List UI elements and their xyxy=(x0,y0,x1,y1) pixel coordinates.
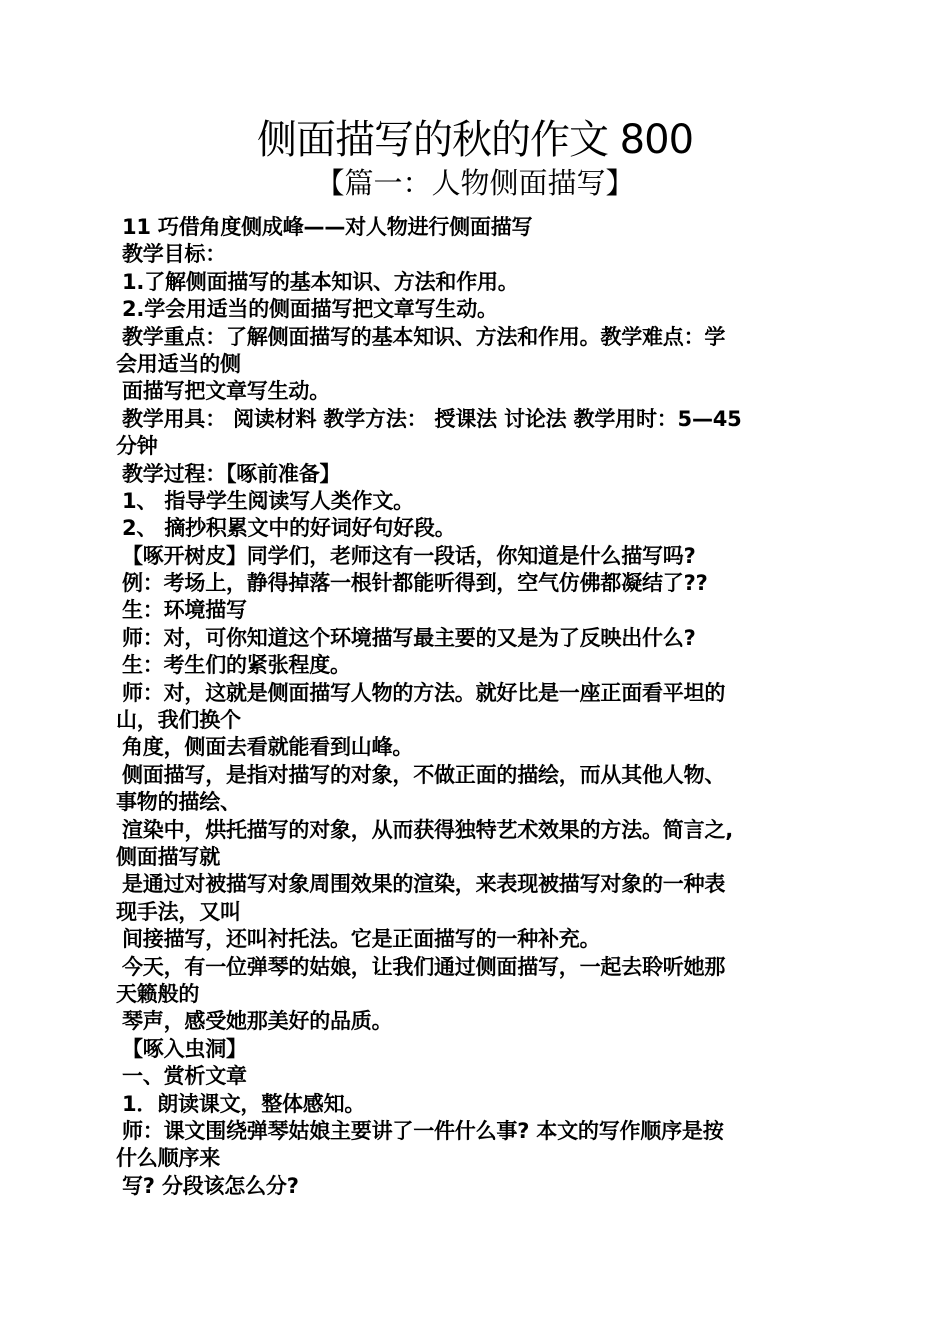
text-line: 教学用具： 阅读材料 教学方法： 授课法 讨论法 教学用时：5—45 xyxy=(122,406,742,431)
text-line: 琴声，感受她那美好的品质。 xyxy=(122,1009,393,1034)
text-line: 生：环境描写 xyxy=(122,598,247,623)
text-line: 师：课文围绕弹琴姑娘主要讲了一件什么事? 本文的写作顺序是按 xyxy=(122,1118,724,1143)
text-line: 间接描写，还叫衬托法。它是正面描写的一种补充。 xyxy=(122,927,601,952)
text-line: 例：考场上，静得掉落一根针都能听得到，空气仿佛都凝结了?? xyxy=(122,571,708,596)
text-line: 【啄开树皮】同学们，老师这有一段话，你知道是什么描写吗? xyxy=(122,543,696,568)
text-line: 渲染中，烘托描写的对象，从而获得独特艺术效果的方法。简言之, xyxy=(122,817,733,842)
text-line: 分钟 xyxy=(116,434,158,459)
text-line: 事物的描绘、 xyxy=(116,790,241,815)
text-line: 是通过对被描写对象周围效果的渲染，来表现被描写对象的一种表 xyxy=(122,872,726,897)
text-line: 侧面描写就 xyxy=(116,844,220,869)
text-line: 山，我们换个 xyxy=(116,708,241,733)
text-line: 教学目标： xyxy=(122,242,226,267)
document-title: 侧面描写的秋的作文 800 xyxy=(256,117,694,163)
document-subtitle: 【篇一：人物侧面描写】 xyxy=(315,166,635,200)
text-line: 师：对，可你知道这个环境描写最主要的又是为了反映出什么? xyxy=(122,625,696,650)
text-line: 2、 摘抄积累文中的好词好句好段。 xyxy=(122,516,456,541)
text-line: 什么顺序来 xyxy=(116,1146,220,1171)
text-line: 师：对，这就是侧面描写人物的方法。就好比是一座正面看平坦的 xyxy=(122,680,726,705)
text-line: 1.了解侧面描写的基本知识、方法和作用。 xyxy=(122,269,519,294)
text-line: 现手法，又叫 xyxy=(116,899,241,924)
document-body xyxy=(116,214,836,1200)
text-line: 会用适当的侧 xyxy=(116,351,241,376)
text-line: 一、赏析文章 xyxy=(122,1064,247,1089)
text-line: 侧面描写，是指对描写的对象，不做正面的描绘，而从其他人物、 xyxy=(122,762,726,787)
text-line: 1．朗读课文，整体感知。 xyxy=(122,1091,366,1116)
text-line: 2.学会用适当的侧面描写把文章写生动。 xyxy=(122,297,498,322)
text-line: 角度，侧面去看就能看到山峰。 xyxy=(122,735,414,760)
text-line: 今天，有一位弹琴的姑娘，让我们通过侧面描写，一起去聆听她那 xyxy=(122,954,726,979)
text-line: 【啄入虫洞】 xyxy=(122,1036,247,1061)
text-line: 教学重点：了解侧面描写的基本知识、方法和作用。教学难点：学 xyxy=(122,324,726,349)
text-line: 天籁般的 xyxy=(116,981,200,1006)
text-line: 面描写把文章写生动。 xyxy=(122,379,330,404)
text-line: 11 巧借角度侧成峰——对人物进行侧面描写 xyxy=(122,215,533,239)
text-line: 写? 分段该怎么分? xyxy=(122,1173,299,1198)
text-line: 教学过程：【啄前准备】 xyxy=(122,461,341,486)
text-line: 1、 指导学生阅读写人类作文。 xyxy=(122,488,414,513)
text-line: 生：考生们的紧张程度。 xyxy=(122,653,351,678)
